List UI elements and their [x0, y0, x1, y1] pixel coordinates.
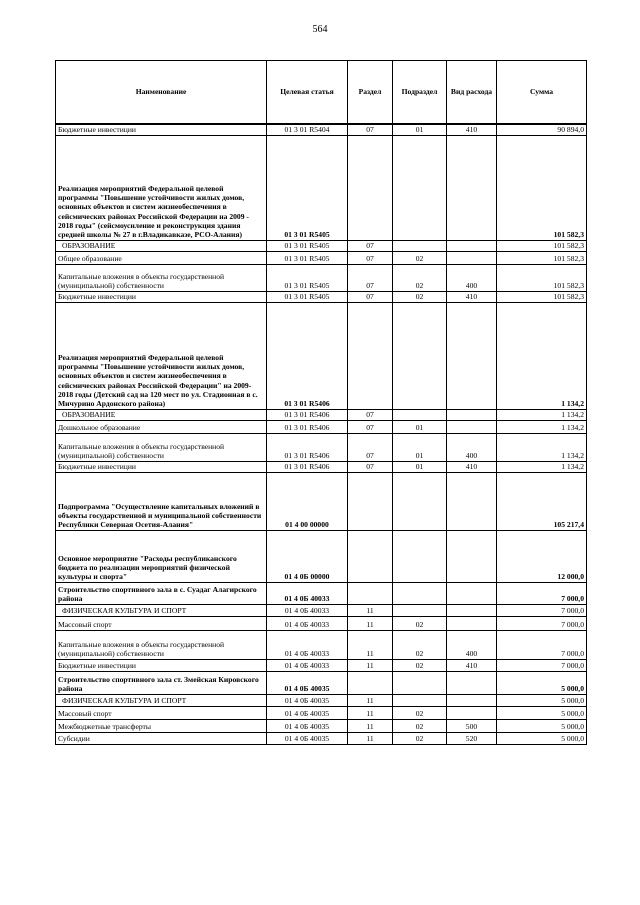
subsection-cell: 02 [393, 616, 447, 630]
section-cell: 11 [348, 732, 393, 744]
subsection-cell: 01 [393, 433, 447, 461]
sum-cell: 101 582,3 [497, 240, 587, 251]
type-cell: 410 [447, 461, 497, 472]
subsection-cell [393, 135, 447, 240]
sum-cell: 101 582,3 [497, 251, 587, 264]
table-row [56, 240, 587, 251]
table-row [56, 671, 587, 694]
name-cell: Бюджетные инвестиции [56, 461, 267, 472]
name-cell: Капитальные вложения в объекты государственной (муниципальной) собственности [56, 433, 267, 461]
section-cell: 11 [348, 719, 393, 732]
table-row [56, 433, 587, 461]
type-cell: 410 [447, 291, 497, 302]
table-body [56, 124, 587, 744]
sum-cell: 7 000,0 [497, 630, 587, 659]
type-cell: 400 [447, 264, 497, 291]
sum-cell: 101 582,3 [497, 135, 587, 240]
code-cell: 01 4 0Б 40033 [267, 604, 348, 616]
section-cell: 07 [348, 409, 393, 420]
sum-cell: 5 000,0 [497, 671, 587, 694]
name-cell: Капитальные вложения в объекты государственной (муниципальной) собственности [56, 630, 267, 659]
subsection-cell: 01 [393, 461, 447, 472]
section-cell: 07 [348, 264, 393, 291]
code-cell: 01 3 01 R5405 [267, 135, 348, 240]
sum-cell: 101 582,3 [497, 264, 587, 291]
code-cell: 01 3 01 R5405 [267, 251, 348, 264]
header-type: Вид расхода [447, 61, 497, 125]
subsection-cell: 02 [393, 659, 447, 671]
sum-cell: 12 000,0 [497, 530, 587, 582]
name-cell: ОБРАЗОВАНИЕ [56, 409, 267, 420]
section-cell: 07 [348, 433, 393, 461]
code-cell: 01 4 0Б 40033 [267, 630, 348, 659]
type-cell [447, 302, 497, 409]
type-cell: 410 [447, 124, 497, 135]
page-number: 564 [312, 24, 328, 35]
subsection-cell: 02 [393, 706, 447, 719]
header-name: Наименование [56, 61, 267, 125]
table-row [56, 706, 587, 719]
type-cell [447, 251, 497, 264]
type-cell [447, 616, 497, 630]
type-cell [447, 706, 497, 719]
subsection-cell: 02 [393, 264, 447, 291]
table-row [56, 659, 587, 671]
type-cell [447, 604, 497, 616]
code-cell: 01 3 01 R5405 [267, 264, 348, 291]
code-cell: 01 3 01 R5405 [267, 291, 348, 302]
name-cell: ФИЗИЧЕСКАЯ КУЛЬТУРА И СПОРТ [56, 694, 267, 706]
code-cell: 01 3 01 R5406 [267, 461, 348, 472]
code-cell: 01 3 01 R5406 [267, 409, 348, 420]
code-cell: 01 3 01 R5406 [267, 420, 348, 433]
sum-cell: 1 134,2 [497, 420, 587, 433]
subsection-cell [393, 671, 447, 694]
sum-cell: 5 000,0 [497, 732, 587, 744]
type-cell: 400 [447, 433, 497, 461]
code-cell: 01 3 01 R5406 [267, 302, 348, 409]
name-cell: Реализация мероприятий Федеральной целевой программы "Повышение устойчивости жилых домов, основных объектов и систем жизнеобеспечения в сейсмических районах Российской Федерации на 2009 - 2018 годы" (сейсмоусиление и реконструкция здания средней школы № 27 в г.Владикавказе, РСО-Алания) [56, 135, 267, 240]
subsection-cell [393, 472, 447, 530]
code-cell: 01 4 0Б 40035 [267, 706, 348, 719]
sum-cell: 1 134,2 [497, 302, 587, 409]
section-cell: 11 [348, 616, 393, 630]
table-row [56, 302, 587, 409]
budget-table [55, 60, 587, 745]
code-cell: 01 4 0Б 40035 [267, 732, 348, 744]
type-cell [447, 240, 497, 251]
sum-cell: 1 134,2 [497, 461, 587, 472]
type-cell: 520 [447, 732, 497, 744]
code-cell: 01 3 01 R5406 [267, 433, 348, 461]
header-code: Целевая статья [267, 61, 348, 125]
subsection-cell: 02 [393, 719, 447, 732]
sum-cell: 1 134,2 [497, 409, 587, 420]
name-cell: ФИЗИЧЕСКАЯ КУЛЬТУРА И СПОРТ [56, 604, 267, 616]
table-row [56, 530, 587, 582]
name-cell: Дошкольное образование [56, 420, 267, 433]
sum-cell: 90 894,0 [497, 124, 587, 135]
section-cell [348, 302, 393, 409]
section-cell: 11 [348, 659, 393, 671]
subsection-cell [393, 604, 447, 616]
type-cell [447, 420, 497, 433]
section-cell: 07 [348, 240, 393, 251]
sum-cell: 5 000,0 [497, 706, 587, 719]
code-cell: 01 4 0Б 40033 [267, 616, 348, 630]
name-cell: Капитальные вложения в объекты государственной (муниципальной) собственности [56, 264, 267, 291]
table-row [56, 582, 587, 604]
type-cell [447, 530, 497, 582]
type-cell [447, 582, 497, 604]
section-cell: 11 [348, 694, 393, 706]
sum-cell: 1 134,2 [497, 433, 587, 461]
name-cell: Строительство спортивного зала в с. Суадаг Алагирского района [56, 582, 267, 604]
name-cell: Строительство спортивного зала ст. Змейская Кировского района [56, 671, 267, 694]
subsection-cell [393, 530, 447, 582]
table-row [56, 719, 587, 732]
sum-cell: 7 000,0 [497, 582, 587, 604]
table-row [56, 420, 587, 433]
type-cell [447, 671, 497, 694]
type-cell [447, 409, 497, 420]
sum-cell: 7 000,0 [497, 616, 587, 630]
section-cell [348, 530, 393, 582]
type-cell: 410 [447, 659, 497, 671]
name-cell: Подпрограмма "Осуществление капитальных вложений в объекты государственной и муниципальной собственности Республики Северная Осетия-Алания" [56, 472, 267, 530]
section-cell: 07 [348, 420, 393, 433]
name-cell: Бюджетные инвестиции [56, 659, 267, 671]
name-cell: Субсидии [56, 732, 267, 744]
subsection-cell: 01 [393, 124, 447, 135]
sum-cell: 101 582,3 [497, 291, 587, 302]
section-cell: 11 [348, 630, 393, 659]
type-cell [447, 135, 497, 240]
name-cell: Массовый спорт [56, 616, 267, 630]
code-cell: 01 3 01 R5405 [267, 240, 348, 251]
name-cell: ОБРАЗОВАНИЕ [56, 240, 267, 251]
section-cell: 11 [348, 604, 393, 616]
section-cell [348, 472, 393, 530]
code-cell: 01 4 0Б 40035 [267, 671, 348, 694]
type-cell [447, 472, 497, 530]
table-row [56, 472, 587, 530]
section-cell: 07 [348, 291, 393, 302]
table-row [56, 732, 587, 744]
type-cell: 400 [447, 630, 497, 659]
subsection-cell: 02 [393, 732, 447, 744]
table-row [56, 694, 587, 706]
section-cell: 11 [348, 706, 393, 719]
code-cell: 01 4 0Б 40033 [267, 659, 348, 671]
subsection-cell [393, 240, 447, 251]
table-row [56, 604, 587, 616]
sum-cell: 7 000,0 [497, 604, 587, 616]
subsection-cell [393, 409, 447, 420]
sum-cell: 5 000,0 [497, 719, 587, 732]
header-sum: Сумма [497, 61, 587, 125]
name-cell: Бюджетные инвестиции [56, 291, 267, 302]
table-row [56, 135, 587, 240]
code-cell: 01 4 0Б 40035 [267, 719, 348, 732]
table-row [56, 291, 587, 302]
section-cell [348, 582, 393, 604]
type-cell [447, 694, 497, 706]
table-header-row [56, 61, 587, 125]
sum-cell: 7 000,0 [497, 659, 587, 671]
table-row [56, 409, 587, 420]
subsection-cell [393, 582, 447, 604]
name-cell: Общее образование [56, 251, 267, 264]
section-cell: 07 [348, 251, 393, 264]
subsection-cell: 02 [393, 630, 447, 659]
section-cell [348, 671, 393, 694]
code-cell: 01 4 0Б 40033 [267, 582, 348, 604]
table-row [56, 124, 587, 135]
subsection-cell: 02 [393, 291, 447, 302]
table-row [56, 630, 587, 659]
name-cell: Основное мероприятие "Расходы республиканского бюджета по реализации мероприятий физической культуры и спорта" [56, 530, 267, 582]
name-cell: Массовый спорт [56, 706, 267, 719]
subsection-cell: 01 [393, 420, 447, 433]
table-row [56, 461, 587, 472]
sum-cell: 5 000,0 [497, 694, 587, 706]
table-row [56, 616, 587, 630]
section-cell: 07 [348, 124, 393, 135]
table-row [56, 251, 587, 264]
name-cell: Межбюджетные трансферты [56, 719, 267, 732]
code-cell: 01 4 0Б 00000 [267, 530, 348, 582]
code-cell: 01 3 01 R5404 [267, 124, 348, 135]
section-cell: 07 [348, 461, 393, 472]
header-section: Раздел [348, 61, 393, 125]
table-row [56, 264, 587, 291]
code-cell: 01 4 00 00000 [267, 472, 348, 530]
name-cell: Реализация мероприятий Федеральной целевой программы "Повышение устойчивости жилых домов, основных объектов и систем жизнеобеспечения в сейсмических районах Российской Федерации" на 2009-2018 годы (Детский сад на 120 мест по ул. Стадионная в с. Мичурино Ардонского района) [56, 302, 267, 409]
sum-cell: 105 217,4 [497, 472, 587, 530]
header-subsection: Подраздел [393, 61, 447, 125]
code-cell: 01 4 0Б 40035 [267, 694, 348, 706]
subsection-cell: 02 [393, 251, 447, 264]
subsection-cell [393, 302, 447, 409]
type-cell: 500 [447, 719, 497, 732]
section-cell [348, 135, 393, 240]
subsection-cell [393, 694, 447, 706]
name-cell: Бюджетные инвестиции [56, 124, 267, 135]
